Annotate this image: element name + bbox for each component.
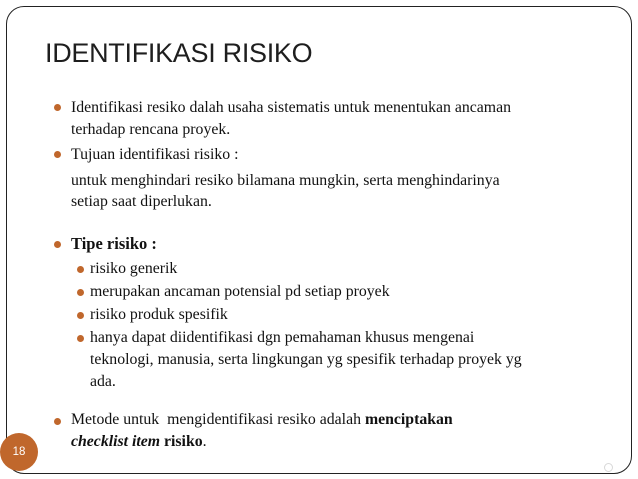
sub-bullet-3: risiko produk spesifik bbox=[90, 306, 228, 323]
bullet-dot-icon bbox=[54, 241, 61, 248]
bullet-4-prefix: Metode untuk mengidentifikasi resiko adalah bbox=[71, 411, 365, 428]
sub-bullet-4-line-1: hanya dapat diidentifikasi dgn pemahaman khusus mengenai bbox=[90, 329, 475, 346]
bullet-dot-icon bbox=[54, 104, 61, 111]
bullet-4-line-2 bbox=[71, 431, 207, 453]
page-number-badge: 18 bbox=[0, 433, 38, 471]
sub-bullet-dot-icon bbox=[77, 266, 84, 273]
sub-bullet-4-line-2: teknologi, manusia, serta lingkungan yg spesifik terhadap proyek yg bbox=[90, 351, 522, 368]
bullet-4-bold-2: risiko bbox=[160, 433, 203, 450]
bullet-1-line-1: Identifikasi resiko dalah usaha sistematis untuk menentukan ancaman bbox=[71, 99, 511, 116]
sub-bullet-dot-icon bbox=[77, 289, 84, 296]
bullet-1-line-2: terhadap rencana proyek. bbox=[71, 121, 231, 138]
sub-bullet-2: merupakan ancaman potensial pd setiap proyek bbox=[90, 283, 390, 300]
bullet-4-bold-italic: checklist item bbox=[71, 433, 161, 450]
bullet-3-label: Tipe risiko : bbox=[71, 234, 157, 253]
bullet-2-cont-line-2: setiap saat diperlukan. bbox=[71, 193, 212, 210]
bullet-2-label: Tujuan identifikasi risiko : bbox=[71, 146, 239, 163]
bullet-dot-icon bbox=[54, 418, 61, 425]
sub-bullet-4-line-3: ada. bbox=[90, 373, 116, 390]
bullet-4-bold-1: menciptakan bbox=[364, 411, 453, 428]
slide-title: IDENTIFIKASI RISIKO bbox=[45, 38, 313, 68]
bullet-4-suffix: . bbox=[202, 433, 207, 450]
corner-dot-icon bbox=[604, 463, 613, 472]
bullet-2-cont-line-1: untuk menghindari resiko bilamana mungkin, serta menghindarinya bbox=[71, 172, 500, 189]
sub-bullet-dot-icon bbox=[77, 312, 84, 319]
sub-bullet-dot-icon bbox=[77, 335, 84, 342]
sub-bullet-1: risiko generik bbox=[90, 260, 178, 277]
bullet-4-line-1 bbox=[71, 409, 453, 431]
bullet-dot-icon bbox=[54, 151, 61, 158]
